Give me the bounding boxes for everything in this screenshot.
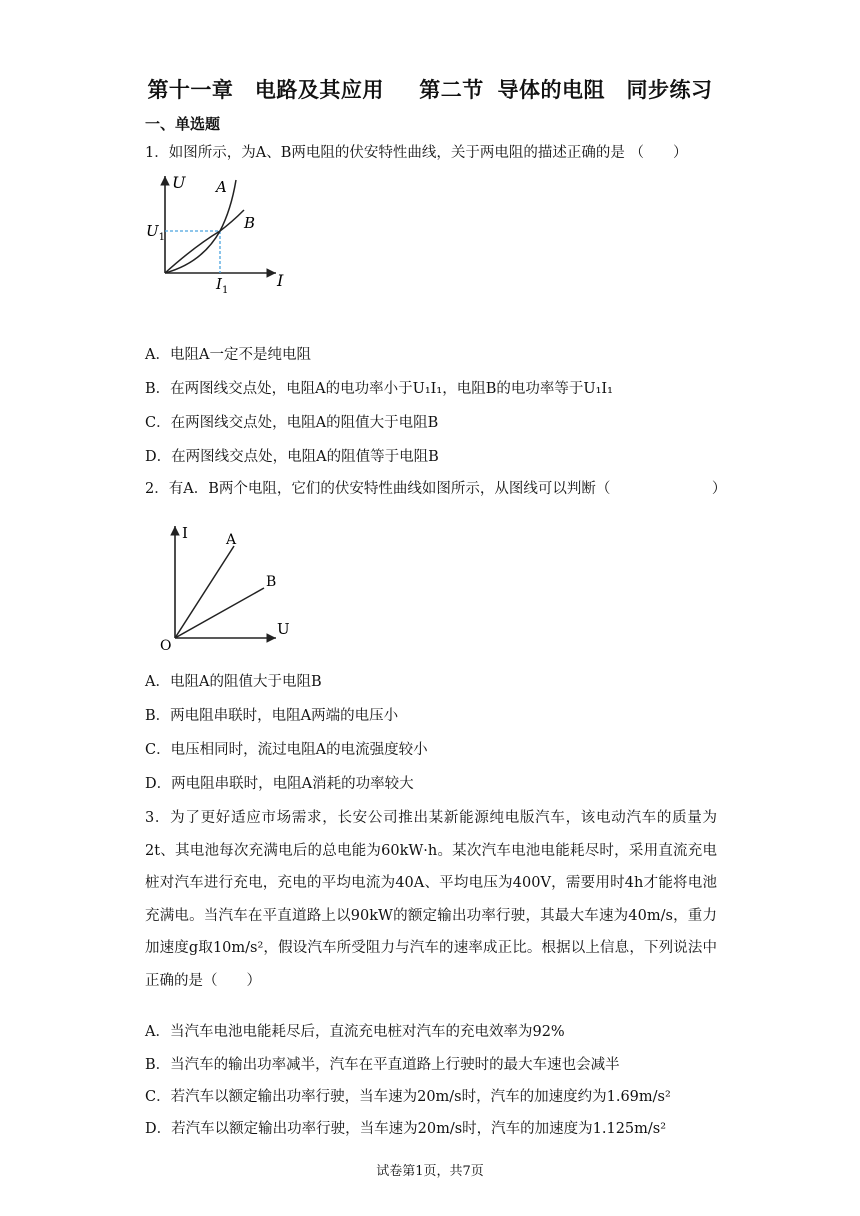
q2-option-a: A．电阻A的阻值大于电阻B <box>145 674 322 690</box>
q2-line-a-label: A <box>226 532 237 548</box>
q2-figure <box>150 520 310 655</box>
q1-figure <box>140 170 300 300</box>
q3-option-b: B．当汽车的输出功率减半，汽车在平直道路上行驶时的最大车速也会减半 <box>145 1057 620 1073</box>
q1-option-a: A．电阻A一定不是纯电阻 <box>145 347 311 363</box>
q1-curve-b-label: B <box>244 214 256 232</box>
q2-x-axis-label: U <box>277 620 290 638</box>
q1-option-b: B．在两图线交点处，电阻A的电功率小于U₁I₁，电阻B的电功率等于U₁I₁ <box>145 381 613 397</box>
page-title: 第十一章 电路及其应用 第二节 导体的电阻 同步练习 <box>147 78 713 102</box>
q2-y-axis-label: I <box>182 524 188 542</box>
q3-stem: 3．为了更好适应市场需求，长安公司推出某新能源纯电版汽车，该电动汽车的质量为2t、其电池每次充满电后的总电能为60kW·h。某次汽车电池电能耗尽时，采用直流充电桩对汽车进行充电，充电的平均电流为40A、平均电压为400V，需要用时4h才能将电池充满电。当汽车在平直道路上以90kW的额定输出功率行驶，其最大车速为40m/s，重力加速度g取10m/s²，假设汽车所受阻力与汽车的速率成正比。根据以上信息，下列说法中正确的是（ ） <box>145 810 717 989</box>
q2-option-d: D．两电阻串联时，电阻A消耗的功率较大 <box>145 776 414 792</box>
q1-curve-a-label: A <box>216 178 227 196</box>
q2-option-c: C．电压相同时，流过电阻A的电流强度较小 <box>145 742 428 758</box>
q1-option-c: C．在两图线交点处，电阻A的阻值大于电阻B <box>145 415 439 431</box>
q1-x-axis-label: I <box>277 271 284 290</box>
q3-option-a: A．当汽车电池电能耗尽后，直流充电桩对汽车的充电效率为92% <box>145 1024 565 1040</box>
q1-curve-b <box>165 210 244 273</box>
page-footer: 试卷第1页，共7页 <box>376 1164 484 1179</box>
q1-i1-label: $I_1$ <box>216 275 229 296</box>
q1-u1-label: $U_1$ <box>146 222 166 243</box>
q2-stem: 2．有A．B两个电阻，它们的伏安特性曲线如图所示，从图线可以判断（ ） <box>145 481 727 497</box>
q2-option-b: B．两电阻串联时，电阻A两端的电压小 <box>145 708 399 724</box>
q2-line-b-label: B <box>266 574 277 590</box>
q3-option-c: C．若汽车以额定输出功率行驶，当车速为20m/s时，汽车的加速度约为1.69m/s² <box>145 1089 671 1105</box>
q1-y-axis-label: U <box>172 173 186 192</box>
q2-line-b <box>175 588 264 638</box>
q2-origin-label: O <box>160 638 172 654</box>
q3-option-d: D．若汽车以额定输出功率行驶，当车速为20m/s时，汽车的加速度为1.125m/s² <box>145 1121 667 1137</box>
section-heading: 一、单选题 <box>145 115 221 133</box>
q2-line-a <box>175 546 234 638</box>
q1-stem: 1．如图所示，为A、B两电阻的伏安特性曲线，关于两电阻的描述正确的是 （ ） <box>145 145 688 161</box>
q1-option-d: D．在两图线交点处，电阻A的阻值等于电阻B <box>145 449 439 465</box>
